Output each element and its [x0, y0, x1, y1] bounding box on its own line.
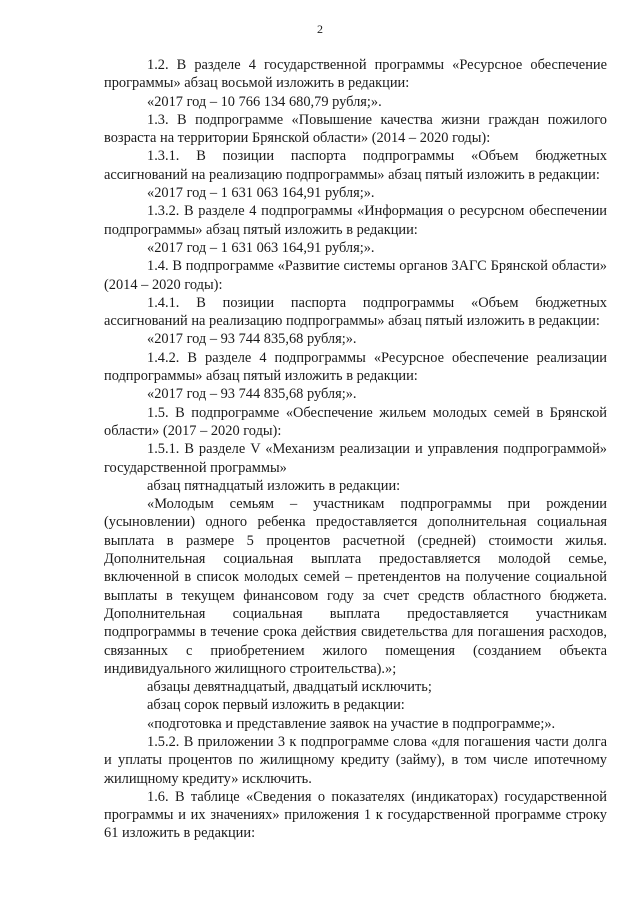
paragraph-1-4-2-value: «2017 год – 93 744 835,68 рубля;». [147, 386, 357, 403]
paragraph-1-4-1-value: «2017 год – 93 744 835,68 рубля;». [147, 331, 357, 348]
paragraph-41-quote: «подготовка и представление заявок на участие в подпрограмме;». [147, 715, 556, 732]
paragraph-1-4-1: 1.4.1. В позиции паспорта подпрограммы «Объем бюджетных ассигнований на реализацию подпрограммы» абзац пятый изложить в редакции: [104, 294, 607, 330]
paragraph-1-3-2-value: «2017 год – 1 631 063 164,91 рубля;». [147, 239, 375, 256]
document-body [104, 56, 607, 843]
paragraph-1-5-1-quote: «Молодым семьям – участникам подпрограммы при рождении (усыновлении) одного ребенка предоставляется дополнительная социальная выплата в размере 5 процентов расчетной (средней) стоимости жилья. Дополнительная социальная выплата предоставляется молодой семье, включенной в список молодых семей – претендентов на получение социальной выплаты в текущем финансовом году за счет средств областного бюджета. Дополнительная социальная выплата предоставляется участникам подпрограммы в течение срока действия свидетельства для погашения расходов, связанных с приобретением жилого помещения (созданием объекта индивидуального жилищного строительства).»; [104, 496, 607, 677]
paragraph-1-2: 1.2. В разделе 4 государственной программы «Ресурсное обеспечение программы» абзац восьмой изложить в редакции: [104, 57, 607, 92]
paragraph-1-5: 1.5. В подпрограмме «Обеспечение жильем молодых семей в Брянской области» (2017 – 2020 годы): [104, 404, 607, 439]
paragraph-1-2-value: «2017 год – 10 766 134 680,79 рубля;». [147, 93, 382, 110]
paragraph-1-3-2: 1.3.2. В разделе 4 подпрограммы «Информация о ресурсном обеспечении подпрограммы» абзац пятый изложить в редакции: [104, 203, 607, 238]
page-number: 2 [317, 22, 323, 36]
paragraph-1-4-2: 1.4.2. В разделе 4 подпрограммы «Ресурсное обеспечение реализации подпрограммы» абзац пятый изложить в редакции: [104, 349, 607, 385]
paragraph-41-instruction: абзац сорок первый изложить в редакции: [147, 697, 405, 714]
paragraph-1-5-1: 1.5.1. В разделе V «Механизм реализации и управления подпрограммой» государственной программы» [104, 441, 607, 476]
paragraph-1-3: 1.3. В подпрограмме «Повышение качества жизни граждан пожилого возраста на территории Брянской области» (2014 – 2020 годы): [104, 111, 607, 147]
paragraph-1-3-1: 1.3.1. В позиции паспорта подпрограммы «Объем бюджетных ассигнований на реализацию подпрограммы» абзац пятый изложить в редакции: [104, 148, 607, 183]
paragraph-1-3-1-value: «2017 год – 1 631 063 164,91 рубля;». [147, 185, 375, 202]
paragraph-1-5-1-instruction: абзац пятнадцатый изложить в редакции: [147, 477, 401, 494]
paragraph-1-5-2: 1.5.2. В приложении 3 к подпрограмме слова «для погашения части долга и уплаты процентов по жилищному кредиту (займу), в том числе ипотечному жилищному кредиту» исключить. [104, 733, 607, 787]
paragraph-1-4: 1.4. В подпрограмме «Развитие системы органов ЗАГС Брянской области» (2014 – 2020 годы): [104, 258, 607, 293]
paragraph-1-6: 1.6. В таблице «Сведения о показателях (индикаторах) государственной программы и их значениях» приложения 1 к государственной программе строку 61 изложить в редакции: [104, 788, 607, 842]
paragraph-exclusion: абзацы девятнадцатый, двадцатый исключить; [147, 679, 432, 696]
